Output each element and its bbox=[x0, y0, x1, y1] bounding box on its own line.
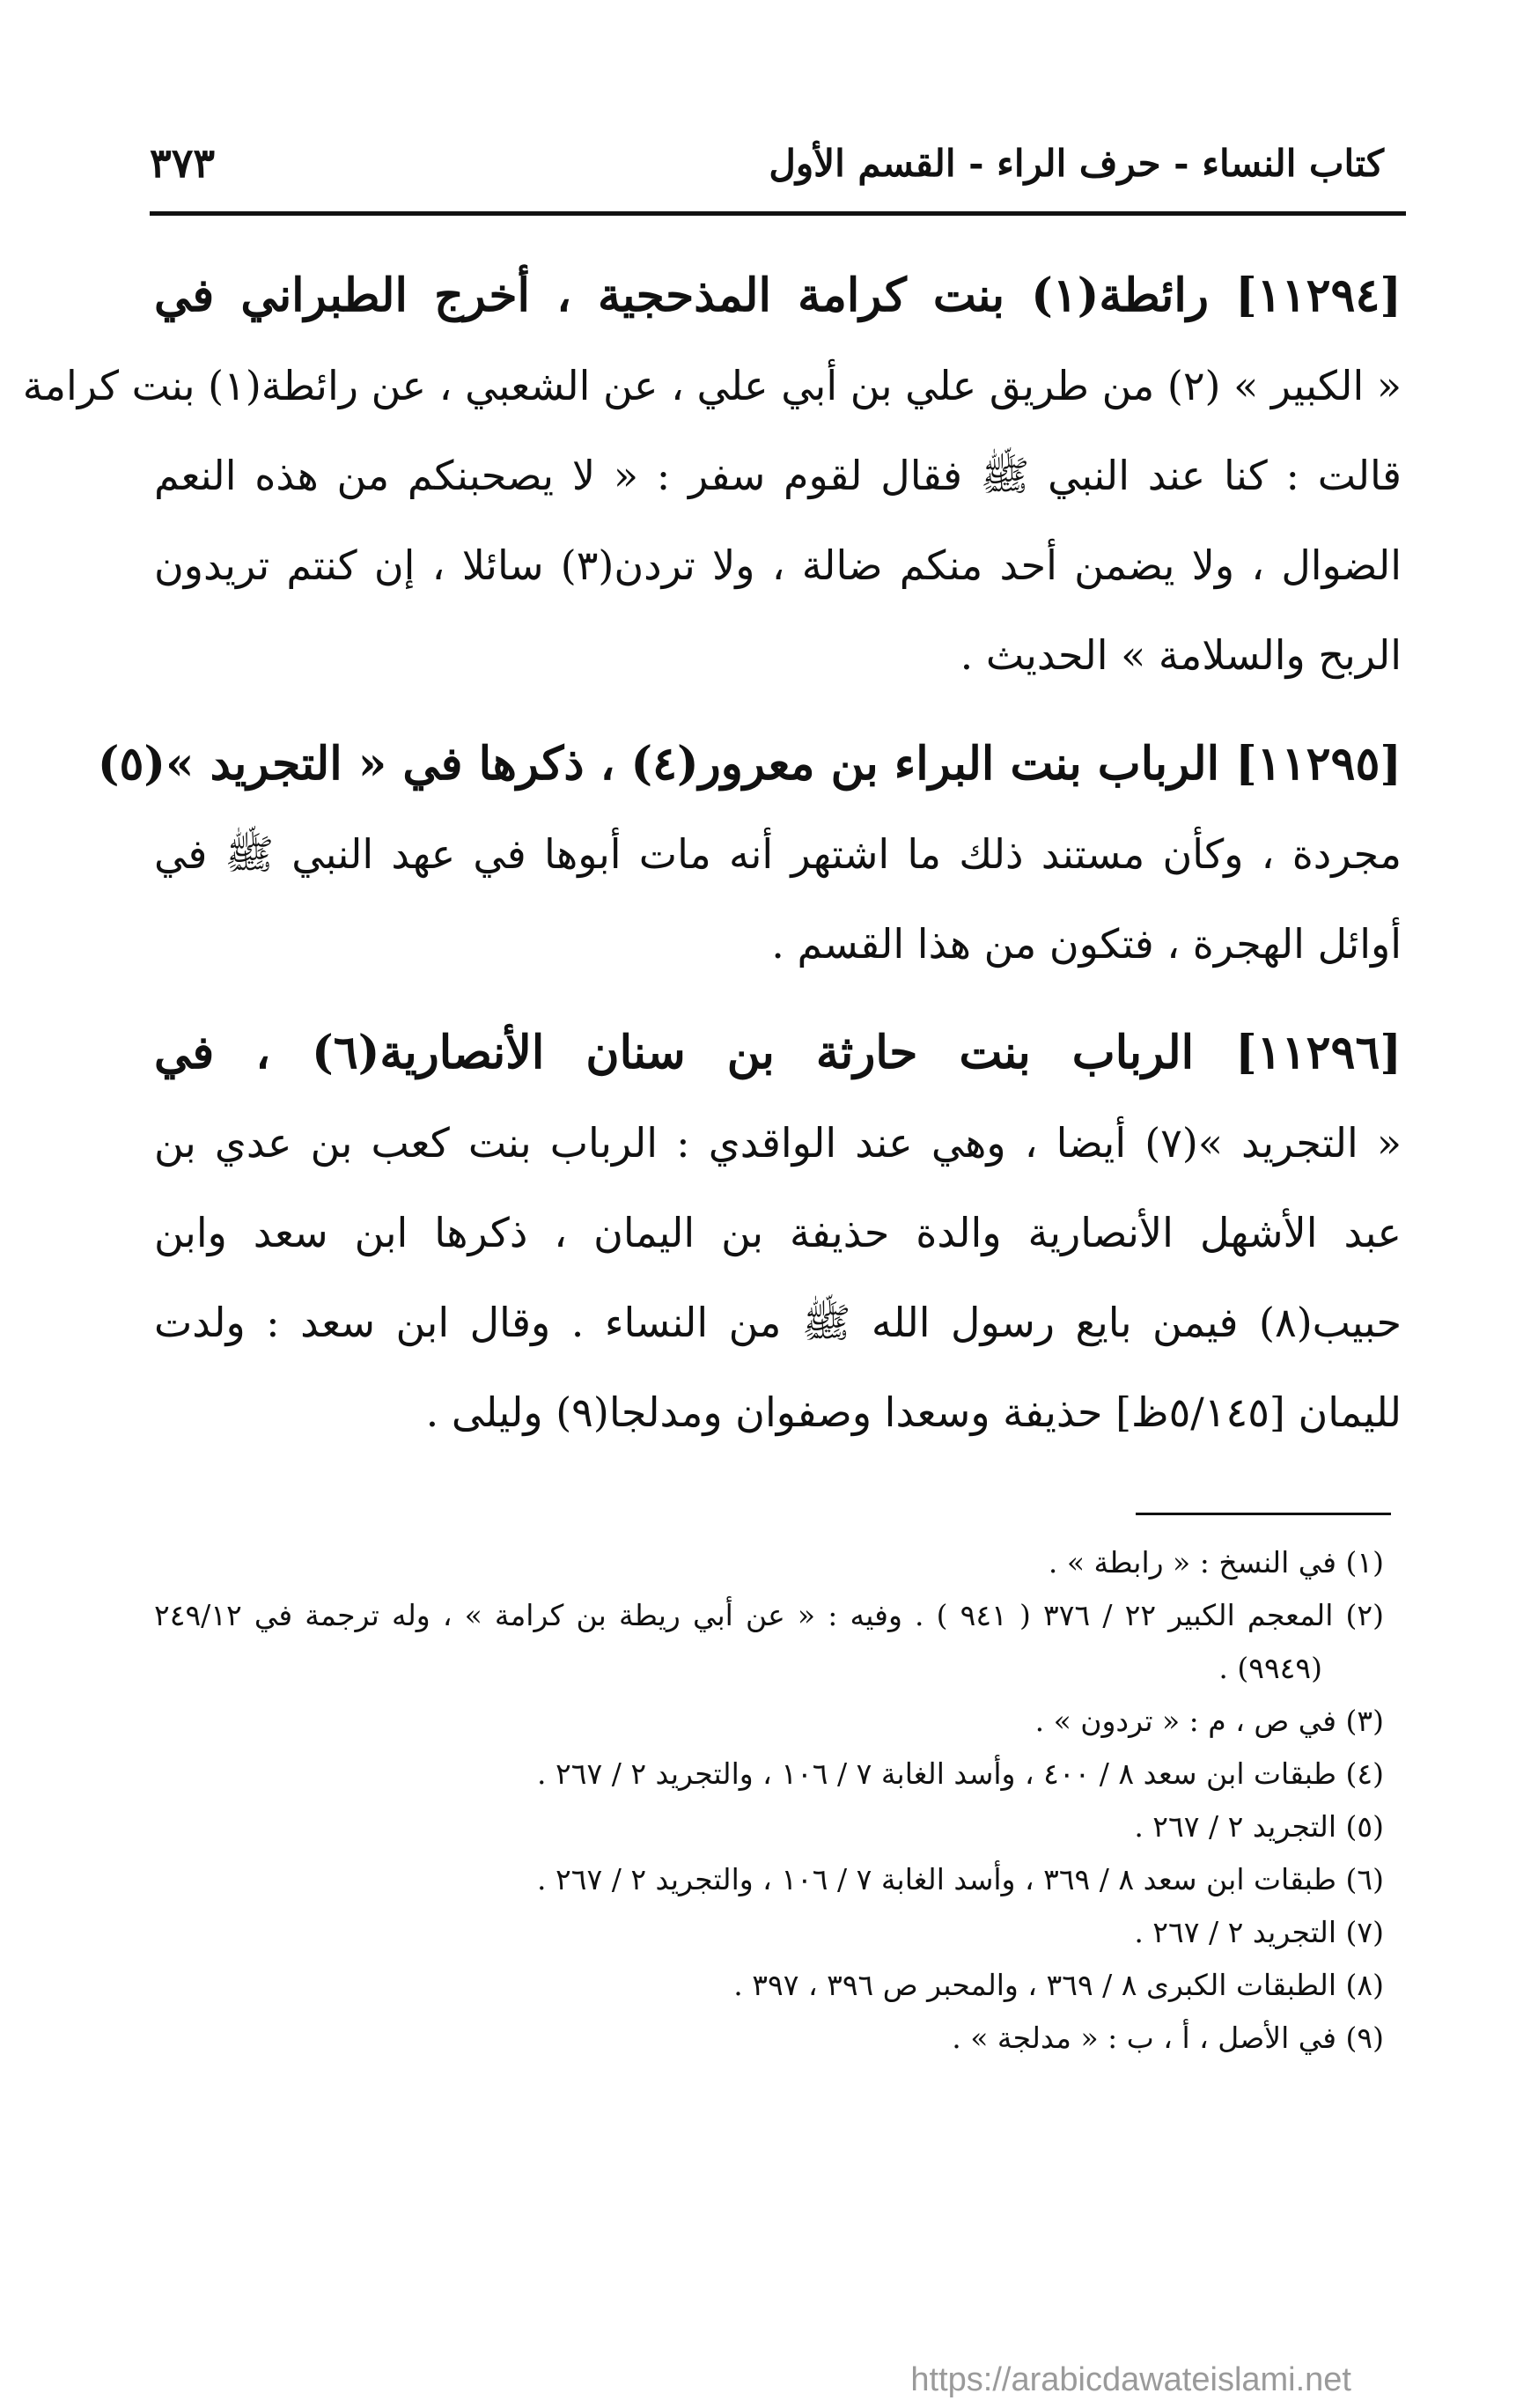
footnote: (٦) طبقات ابن سعد ٨ / ٣٦٩ ، وأسد الغابة ٧ / ١٠٦ ، والتجريد ٢ / ٢٦٧ . bbox=[537, 1862, 1384, 1896]
source-watermark: https://arabicdawateislami.net bbox=[910, 2361, 1351, 2398]
footnote: (٨) الطبقات الكبرى ٨ / ٣٦٩ ، والمحبر ص ٣٩٦ ، ٣٩٧ . bbox=[733, 1968, 1384, 2002]
entry-line: أوائل الهجرة ، فتكون من هذا القسم . bbox=[771, 920, 1402, 968]
entry-line: [١١٢٩٥] الرباب بنت البراء بن معرور(٤) ، ذكرها في « التجريد »(٥) bbox=[97, 737, 1402, 791]
entry-line: [١١٢٩٦] الرباب بنت حارثة بن سنان الأنصارية(٦) ، في bbox=[154, 1026, 1402, 1079]
footnote-rule bbox=[1136, 1513, 1391, 1515]
entry-line: حبيب(٨) فيمن بايع رسول الله ﷺ من النساء . وقال ابن سعد : ولدت bbox=[154, 1299, 1402, 1346]
entry-line: قالت : كنا عند النبي ﷺ فقال لقوم سفر : « لا يصحبنكم من هذه النعم bbox=[154, 452, 1402, 499]
footnote: (٥) التجريد ٢ / ٢٦٧ . bbox=[1134, 1809, 1384, 1844]
entry-11294 bbox=[22, 251, 1402, 700]
entry-line: عبد الأشهل الأنصارية والدة حذيفة بن اليمان ، ذكرها ابن سعد وابن bbox=[154, 1209, 1402, 1256]
footnote: (٩) في الأصل ، أ ، ب : « مدلجة » . bbox=[952, 2021, 1384, 2055]
footnote: (١) في النسخ : « رابطة » . bbox=[1048, 1545, 1384, 1580]
running-title: كتاب النساء - حرف الراء - القسم الأول bbox=[769, 141, 1384, 185]
entry-11296 bbox=[154, 1008, 1402, 1457]
entry-line: الربح والسلامة » الحديث . bbox=[960, 631, 1402, 679]
entry-line: مجردة ، وكأن مستند ذلك ما اشتهر أنه مات أبوها في عهد النبي ﷺ في bbox=[154, 830, 1402, 878]
footnote: (٤) طبقات ابن سعد ٨ / ٤٠٠ ، وأسد الغابة ٧ / ١٠٦ ، والتجريد ٢ / ٢٦٧ . bbox=[537, 1756, 1384, 1791]
main-text bbox=[22, 251, 1402, 1476]
page-number: ٣٧٣ bbox=[150, 139, 216, 187]
entry-line: الضوال ، ولا يضمن أحد منكم ضالة ، ولا تردن(٣) سائلا ، إن كنتم تريدون bbox=[154, 541, 1402, 589]
footnote: (٢) المعجم الكبير ٢٢ / ٣٧٦ ( ٩٤١ ) . وفيه : « عن أبي ريطة بن كرامة » ، وله ترجمة في ٢٤٩/١٢ bbox=[154, 1598, 1384, 1632]
footnotes bbox=[154, 1536, 1384, 2065]
entry-line: [١١٢٩٤] رائطة(١) بنت كرامة المذحجية ، أخرج الطبراني في bbox=[154, 269, 1402, 322]
entry-line: « التجريد »(٧) أيضا ، وهي عند الواقدي : الرباب بنت كعب بن عدي بن bbox=[154, 1119, 1402, 1167]
footnote: (٣) في ص ، م : « تردون » . bbox=[1034, 1704, 1384, 1738]
entry-line: لليمان [٥/١٤٥ظ] حذيفة وسعدا وصفوان ومدلجا(٩) وليلى . bbox=[425, 1388, 1402, 1436]
running-header bbox=[150, 132, 1384, 194]
header-rule bbox=[150, 211, 1406, 216]
footnote: (٧) التجريد ٢ / ٢٦٧ . bbox=[1134, 1915, 1384, 1949]
entry-11295 bbox=[97, 719, 1402, 989]
footnote-continuation: (٩٩٤٩) . bbox=[1218, 1651, 1322, 1685]
entry-line: « الكبير » (٢) من طريق علي بن أبي علي ، عن الشعبي ، عن رائطة(١) بنت كرامة bbox=[22, 362, 1402, 409]
